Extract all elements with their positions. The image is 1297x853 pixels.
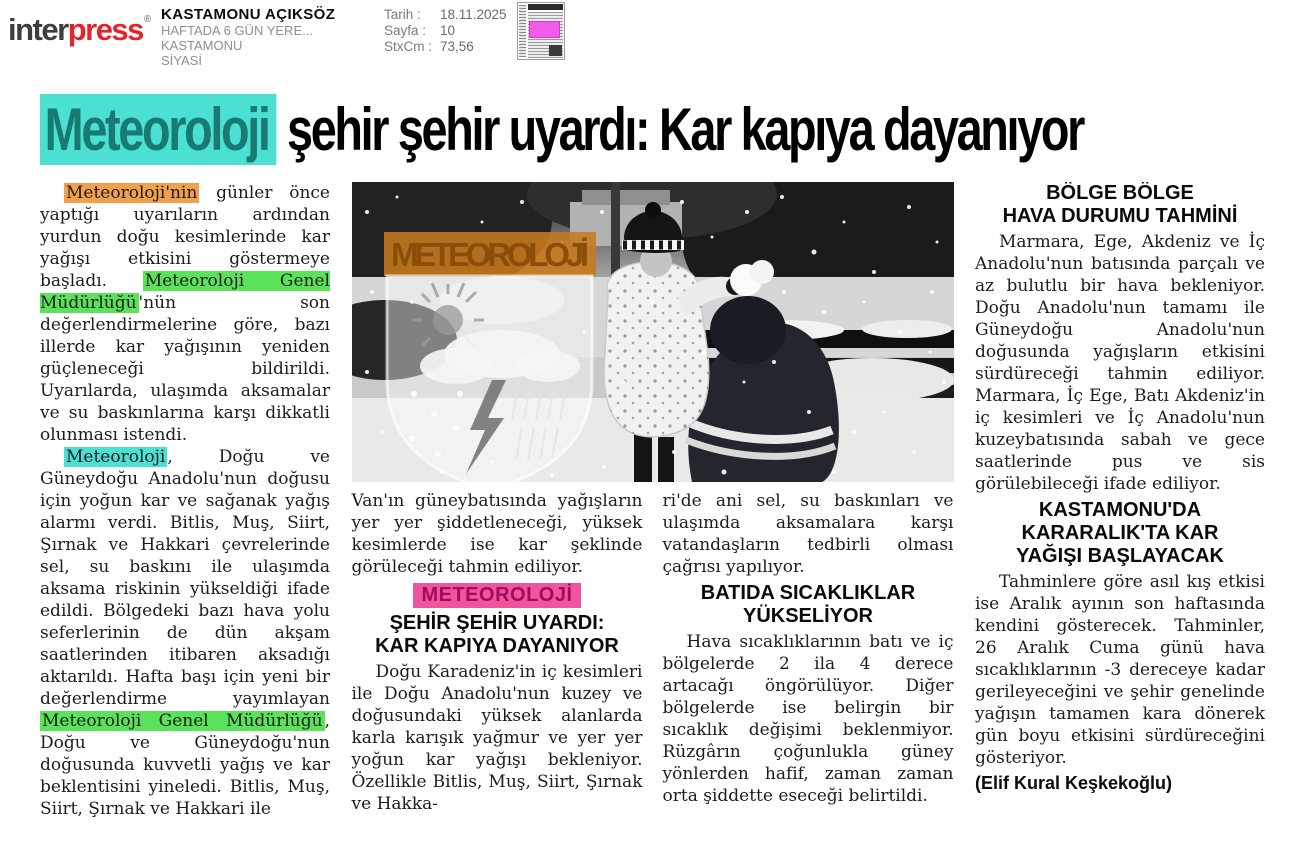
article-headline bbox=[40, 94, 1083, 166]
meta-date-value: 18.11.2025 bbox=[440, 7, 507, 22]
column-3 bbox=[663, 490, 954, 815]
meta-date-row bbox=[384, 7, 507, 23]
byline: (Elif Kural Keşkekoğlu) bbox=[975, 773, 1173, 793]
registered-mark: ® bbox=[143, 14, 150, 25]
publication-frequency: HAFTADA 6 GÜN YERE... bbox=[161, 23, 313, 38]
meta-stxcm-row bbox=[384, 39, 507, 55]
thumbnail-photo-block bbox=[549, 45, 562, 56]
text-run: 'nün son değerlendirmelerine göre, bazı illerde kar yağışının yeniden güçleneceği bildirildi. Uyarılarda, ulaşımda aksamalar ve su baskınlarına karşı dikkatli olunması istendi. bbox=[40, 293, 330, 445]
paragraph bbox=[40, 182, 330, 446]
headline-rest: şehir şehir uyardı: Kar kapıya dayanıyor bbox=[276, 96, 1084, 163]
publication-name: KASTAMONU AÇIKSÖZ bbox=[161, 6, 336, 23]
paragraph bbox=[40, 446, 330, 820]
thumbnail-article-marker bbox=[529, 21, 560, 38]
sub-headline-line: KASTAMONU'DA bbox=[1038, 499, 1202, 521]
column-4 bbox=[975, 182, 1265, 850]
text-run: günler önce yaptığı uyarıların ardından yurdun doğu kesimlerinde kar yağışı etkisini göstermeye başladı. bbox=[40, 183, 330, 291]
clipping-header bbox=[0, 0, 1297, 70]
logo-inter: inter bbox=[8, 12, 68, 47]
paragraph: Tahminlere göre asıl kış etkisi ise Aralık ayının son haftasında kendini gösterecek. Tahminler, 26 Aralık Cuma günü hava sıcaklıklarının -3 dereceye kadar gerileyeceğini ve şehir genelinde yağışın tamamen kara dönerek gün boyu etkisini sürdüreceğini gösteriyor. bbox=[975, 572, 1265, 768]
article-photo bbox=[352, 182, 954, 482]
sub-headline-line: HAVA DURUMU TAHMİNİ bbox=[1002, 205, 1238, 227]
article-body bbox=[40, 182, 1265, 850]
publication-info bbox=[161, 6, 335, 68]
paragraph: Marmara, Ege, Akdeniz ve İç Anadolu'nun batısında parçalı ve az bulutlu bir hava bekleniyor. Doğu Anadolu'nun tamamı ile Güneydoğu Anadolu'nun doğusunda yağışların etkisini sürdüreceği tahmin ediliyor. Marmara, İç Ege, Batı Akdeniz'in iç kesimleri ve İç Anadolu'nun kuzeybatısında sabah ve gece saatlerinde pus ve sis görülebileceği ifade ediliyor. bbox=[975, 232, 1265, 494]
meteoroloji-tag-line bbox=[352, 583, 643, 608]
sub-headline-line: YAĞIŞI BAŞLAYACAK bbox=[1016, 545, 1224, 567]
meta-stxcm-value: 73,56 bbox=[440, 39, 474, 54]
sub-headline-line: KAR KAPIYA DAYANIYOR bbox=[375, 635, 619, 657]
meta-date-label: Tarih : bbox=[384, 7, 421, 22]
sub-headline-line: BÖLGE BÖLGE bbox=[1046, 182, 1194, 204]
highlighted-text: Meteoroloji'nin bbox=[66, 183, 198, 203]
headline-highlighted-word: Meteoroloji bbox=[40, 94, 276, 165]
meta-stxcm-label: StxCm : bbox=[384, 39, 433, 54]
middle-columns bbox=[352, 182, 954, 850]
text-run: , Doğu ve Güneydoğu Anadolu'nun doğusu için yoğun kar ve sağanak yağış alarmı verdi. Bitlis, Muş, Siirt, Şırnak ve Hakkari çevrelerinde sel, su baskını ile ulaşımda aksama riskinin yükseldiği ifade edildi. Bölgedeki bazı hava yolu seferlerinin de dün akşam saatlerinden itibaren aksadığı aktarıldı. Hafta başı için yeni bir değerlendirme yayımlayan bbox=[40, 447, 330, 709]
watermark-text: METEOROLOJİ bbox=[390, 236, 589, 273]
highlighted-text: Meteoroloji Genel Müdürlüğü bbox=[40, 271, 330, 313]
publication-city: KASTAMONU bbox=[161, 38, 243, 53]
meta-page-label: Sayfa : bbox=[384, 23, 427, 38]
meta-page-row bbox=[384, 23, 507, 39]
column-2 bbox=[352, 490, 643, 815]
thumbnail-header-bar bbox=[528, 4, 563, 10]
meta-page-value: 10 bbox=[440, 23, 456, 38]
sub-headline bbox=[975, 182, 1265, 228]
mid-text-columns bbox=[352, 490, 954, 815]
sub-headline bbox=[975, 499, 1265, 568]
page-thumbnail bbox=[517, 2, 565, 60]
highlighted-text: Meteoroloji Genel Müdürlüğü bbox=[42, 711, 323, 731]
sub-headline-line: ŞEHİR ŞEHİR UYARDI: bbox=[389, 612, 605, 634]
meteoroloji-tag: METEOROLOJİ bbox=[413, 583, 580, 608]
interpress-logo bbox=[8, 12, 150, 48]
sub-headline bbox=[663, 582, 954, 628]
paragraph: Doğu Karadeniz'in iç kesimleri ile Doğu Anadolu'nun kuzey ve doğusundaki yüksek alanlarda karla karışık yağmur ve yer yer yoğun kar yağışı bekleniyor. Özellikle Bitlis, Muş, Siirt, Şırnak ve Hakka- bbox=[351, 662, 643, 814]
thumbnail-left-column bbox=[519, 5, 526, 57]
sub-headline-line: BATIDA SICAKLIKLAR bbox=[700, 582, 916, 604]
highlighted-text: Meteoroloji bbox=[66, 447, 166, 467]
logo-press: press bbox=[67, 12, 143, 47]
sub-headline-line: KARARALIK'TA KAR bbox=[1021, 522, 1219, 544]
text-run: , Doğu ve Güneydoğu'nun doğusunda kuvvetli yağış ve kar beklentisini yineledi. Bitlis, Muş, Siirt, Şırnak ve Hakkari ile bbox=[40, 711, 330, 819]
paragraph: ri'de ani sel, su baskınları ve ulaşımda aksamalara karşı vatandaşların tedbirli olması çağrısı yapılıyor. bbox=[662, 491, 954, 577]
column-1 bbox=[40, 182, 330, 850]
publication-category: SİYASİ bbox=[161, 53, 202, 68]
paragraph: Van'ın güneybatısında yağışların yer yer şiddetleneceği, yüksek kesimlerde ise kar şeklinde görüleceği tahmin ediliyor. bbox=[351, 491, 643, 577]
meteoroloji-watermark bbox=[384, 232, 596, 482]
sub-headline bbox=[352, 612, 643, 658]
sub-headline-line: YÜKSELİYOR bbox=[742, 605, 874, 627]
clipping-meta bbox=[384, 7, 507, 55]
paragraph: Hava sıcaklıklarının batı ve iç bölgelerde 2 ila 4 derece artacağı öngörülüyor. Diğer bölgelerde ise belirgin bir sıcaklık değişimi beklenmiyor. Rüzgârın çoğunlukla güney yönlerden hafif, zaman zaman orta şiddette eseceği belirtildi. bbox=[662, 632, 954, 806]
